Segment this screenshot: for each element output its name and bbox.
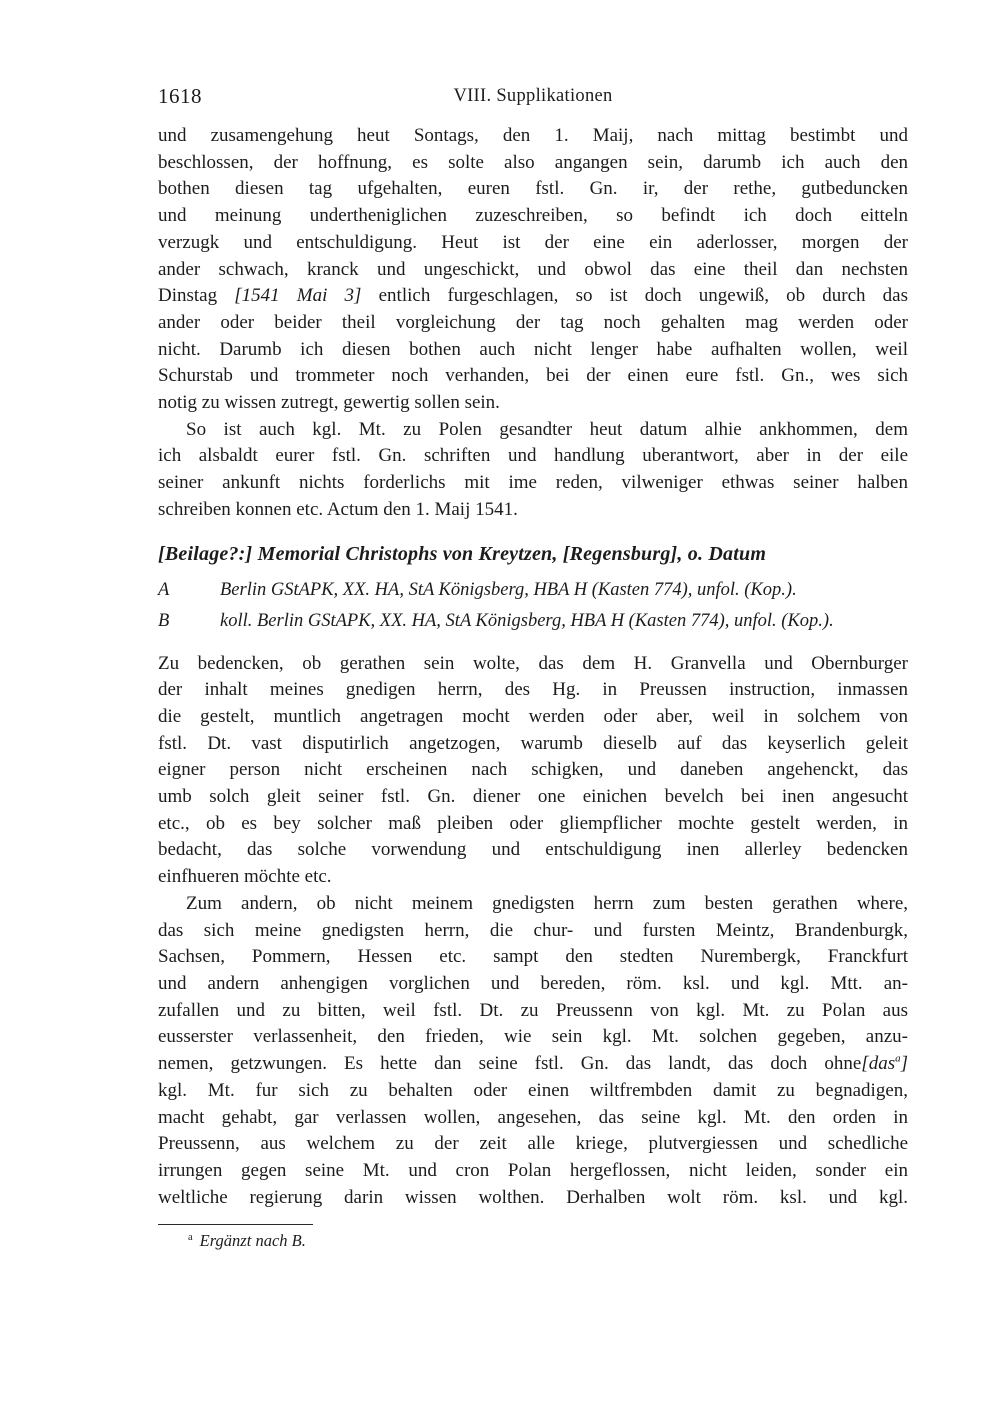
memorial-body	[158, 651, 908, 1212]
text-line: bedacht, das solche vorwendung und entschuldigung inen allerley bedencken	[158, 839, 908, 861]
footnote-reference: a	[895, 1052, 901, 1065]
text-line: zufallen und zu bitten, weil fstl. Dt. zu Preussenn von kgl. Mt. zu Polan aus	[158, 999, 908, 1021]
text-line: ander oder beider theil vorgleichung der tag noch gehalten mag werden oder	[158, 311, 908, 333]
text-line: nicht. Darumb ich diesen bothen auch nicht lenger habe aufhalten wollen, weil	[158, 338, 908, 360]
page-number: 1618	[158, 84, 202, 108]
text-line: eusserster verlassenheit, den frieden, wie sein kgl. Mt. solchen gegeben, anzu-	[158, 1026, 908, 1048]
text-line: weltliche regierung darin wissen wolthen. Derhalben wolt röm. ksl. und kgl.	[158, 1186, 908, 1208]
text-line: kgl. Mt. fur sich zu behalten oder einen wiltfrembden damit zu begnadigen,	[158, 1079, 908, 1101]
text-line: notig zu wissen zutregt, gewertig sollen sein.	[158, 392, 500, 414]
footnote-text: Ergänzt nach B.	[199, 1231, 306, 1251]
text-line: verzugk und entschuldigung. Heut ist der eine ein aderlosser, morgen der	[158, 231, 908, 253]
italic-segment: [1541 Mai 3]	[234, 285, 362, 307]
text-line: irrungen gegen seine Mt. und cron Polan hergeflossen, nicht leiden, sonder ein	[158, 1159, 908, 1181]
text-segment: Dinstag	[158, 285, 235, 307]
text-line: und andern anhengigen vorglichen und bereden, röm. ksl. und kgl. Mtt. an-	[158, 972, 908, 994]
text-line	[158, 1051, 908, 1078]
text-line: Sachsen, Pommern, Hessen etc. sampt den stedten Nurembergk, Franckfurt	[158, 946, 908, 968]
text-line: bothen diesen tag ufgehalten, euren fstl. Gn. ir, der rethe, gutbeduncken	[158, 178, 908, 200]
text-segment: nemen, getzwungen. Es hette dan seine fstl. Gn. das landt, das doch ohne	[158, 1053, 862, 1075]
witness-siglum: A	[158, 579, 170, 600]
footnote-separator	[158, 1224, 313, 1225]
text-line: seiner ankunft nichts forderlichs mit ime reden, vilweniger ethwas seiner halben	[158, 472, 908, 494]
text-line: und meinung undertheniglichen zuzeschreiben, so befindt ich doch eitteln	[158, 205, 908, 227]
paragraph	[158, 891, 908, 1211]
text-line: etc., ob es bey solcher maß pleiben oder gliempflicher mochte gestelt werden, in	[158, 812, 908, 834]
paragraph	[158, 417, 908, 524]
running-header	[158, 84, 908, 108]
text-line: beschlossen, der hoffnung, es solte also angangen sein, darumb ich auch den	[158, 151, 908, 173]
text-line: ander schwach, kranck und ungeschickt, und obwol das eine theil dan nechsten	[158, 258, 908, 280]
text-segment: entlich furgeschlagen, so ist doch ungewiß, ob durch das	[361, 285, 909, 307]
text-line: Zum andern, ob nicht meinem gnedigsten herrn zum besten gerathen where,	[186, 892, 908, 914]
witness-siglum: B	[158, 611, 170, 632]
paragraph	[158, 651, 908, 891]
text-line: Zu bedencken, ob gerathen sein wolte, das dem H. Granvella und Obernburger	[158, 652, 908, 674]
text-line: der inhalt meines gnedigen herrn, des Hg. in Preussen instruction, inmassen	[158, 679, 908, 701]
italic-segment: [das	[861, 1053, 896, 1075]
book-page	[158, 84, 908, 1253]
text-line: fstl. Dt. vast disputirlich angetzogen, warumb dieselb auf das keyserlich geleit	[158, 732, 908, 754]
beilage-heading: [Beilage?:] Memorial Christophs von Kreytzen, [Regensburg], o. Datum	[158, 542, 767, 565]
footnote-marker: a	[188, 1231, 193, 1243]
text-line: So ist auch kgl. Mt. zu Polen gesandter heut datum alhie ankhommen, dem	[186, 418, 908, 440]
text-line: ich alsbaldt eurer fstl. Gn. schriften und handlung uberantwort, aber in der eile	[158, 445, 908, 467]
paragraph	[158, 123, 908, 417]
text-line: schreiben konnen etc. Actum den 1. Maij 1541.	[158, 498, 518, 520]
text-line: das sich meine gnedigsten herrn, die chur- und fursten Meintz, Brandenburgk,	[158, 919, 908, 941]
text-line: die gestelt, muntlich angetragen mocht werden oder aber, weil in solchem von	[158, 705, 908, 727]
witness-list	[158, 575, 908, 638]
text-line	[158, 283, 908, 310]
text-line: macht gehabt, gar verlassen wollen, angesehen, das seine kgl. Mt. den orden in	[158, 1106, 908, 1128]
text-line: und zusamengehung heut Sontags, den 1. Maij, nach mittag bestimbt und	[158, 125, 908, 146]
witness-description: koll. Berlin GStAPK, XX. HA, StA Königsberg, HBA H (Kasten 774), unfol. (Kop.).	[220, 611, 834, 632]
text-line: umb solch gleit seiner fstl. Gn. diener one einichen bevelch bei inen angesucht	[158, 786, 908, 808]
italic-segment: ]	[900, 1053, 908, 1075]
text-line: Preussenn, aus welchem zu der zeit alle kriege, plutvergiessen und schedliche	[158, 1133, 908, 1155]
running-title: VIII. Supplikationen	[453, 86, 613, 106]
text-line: Schurstab und trommeter noch verhanden, bei der einen eure fstl. Gn., wes sich	[158, 365, 908, 387]
witness-row	[158, 575, 908, 607]
witness-description: Berlin GStAPK, XX. HA, StA Königsberg, HBA H (Kasten 774), unfol. (Kop.).	[220, 579, 797, 600]
text-line: einfhueren möchte etc.	[158, 866, 332, 888]
witness-row	[158, 606, 908, 638]
footnote	[158, 1229, 908, 1253]
text-line: eigner person nicht erscheinen nach schigken, und daneben angehenckt, das	[158, 759, 908, 781]
letter-body	[158, 123, 908, 524]
